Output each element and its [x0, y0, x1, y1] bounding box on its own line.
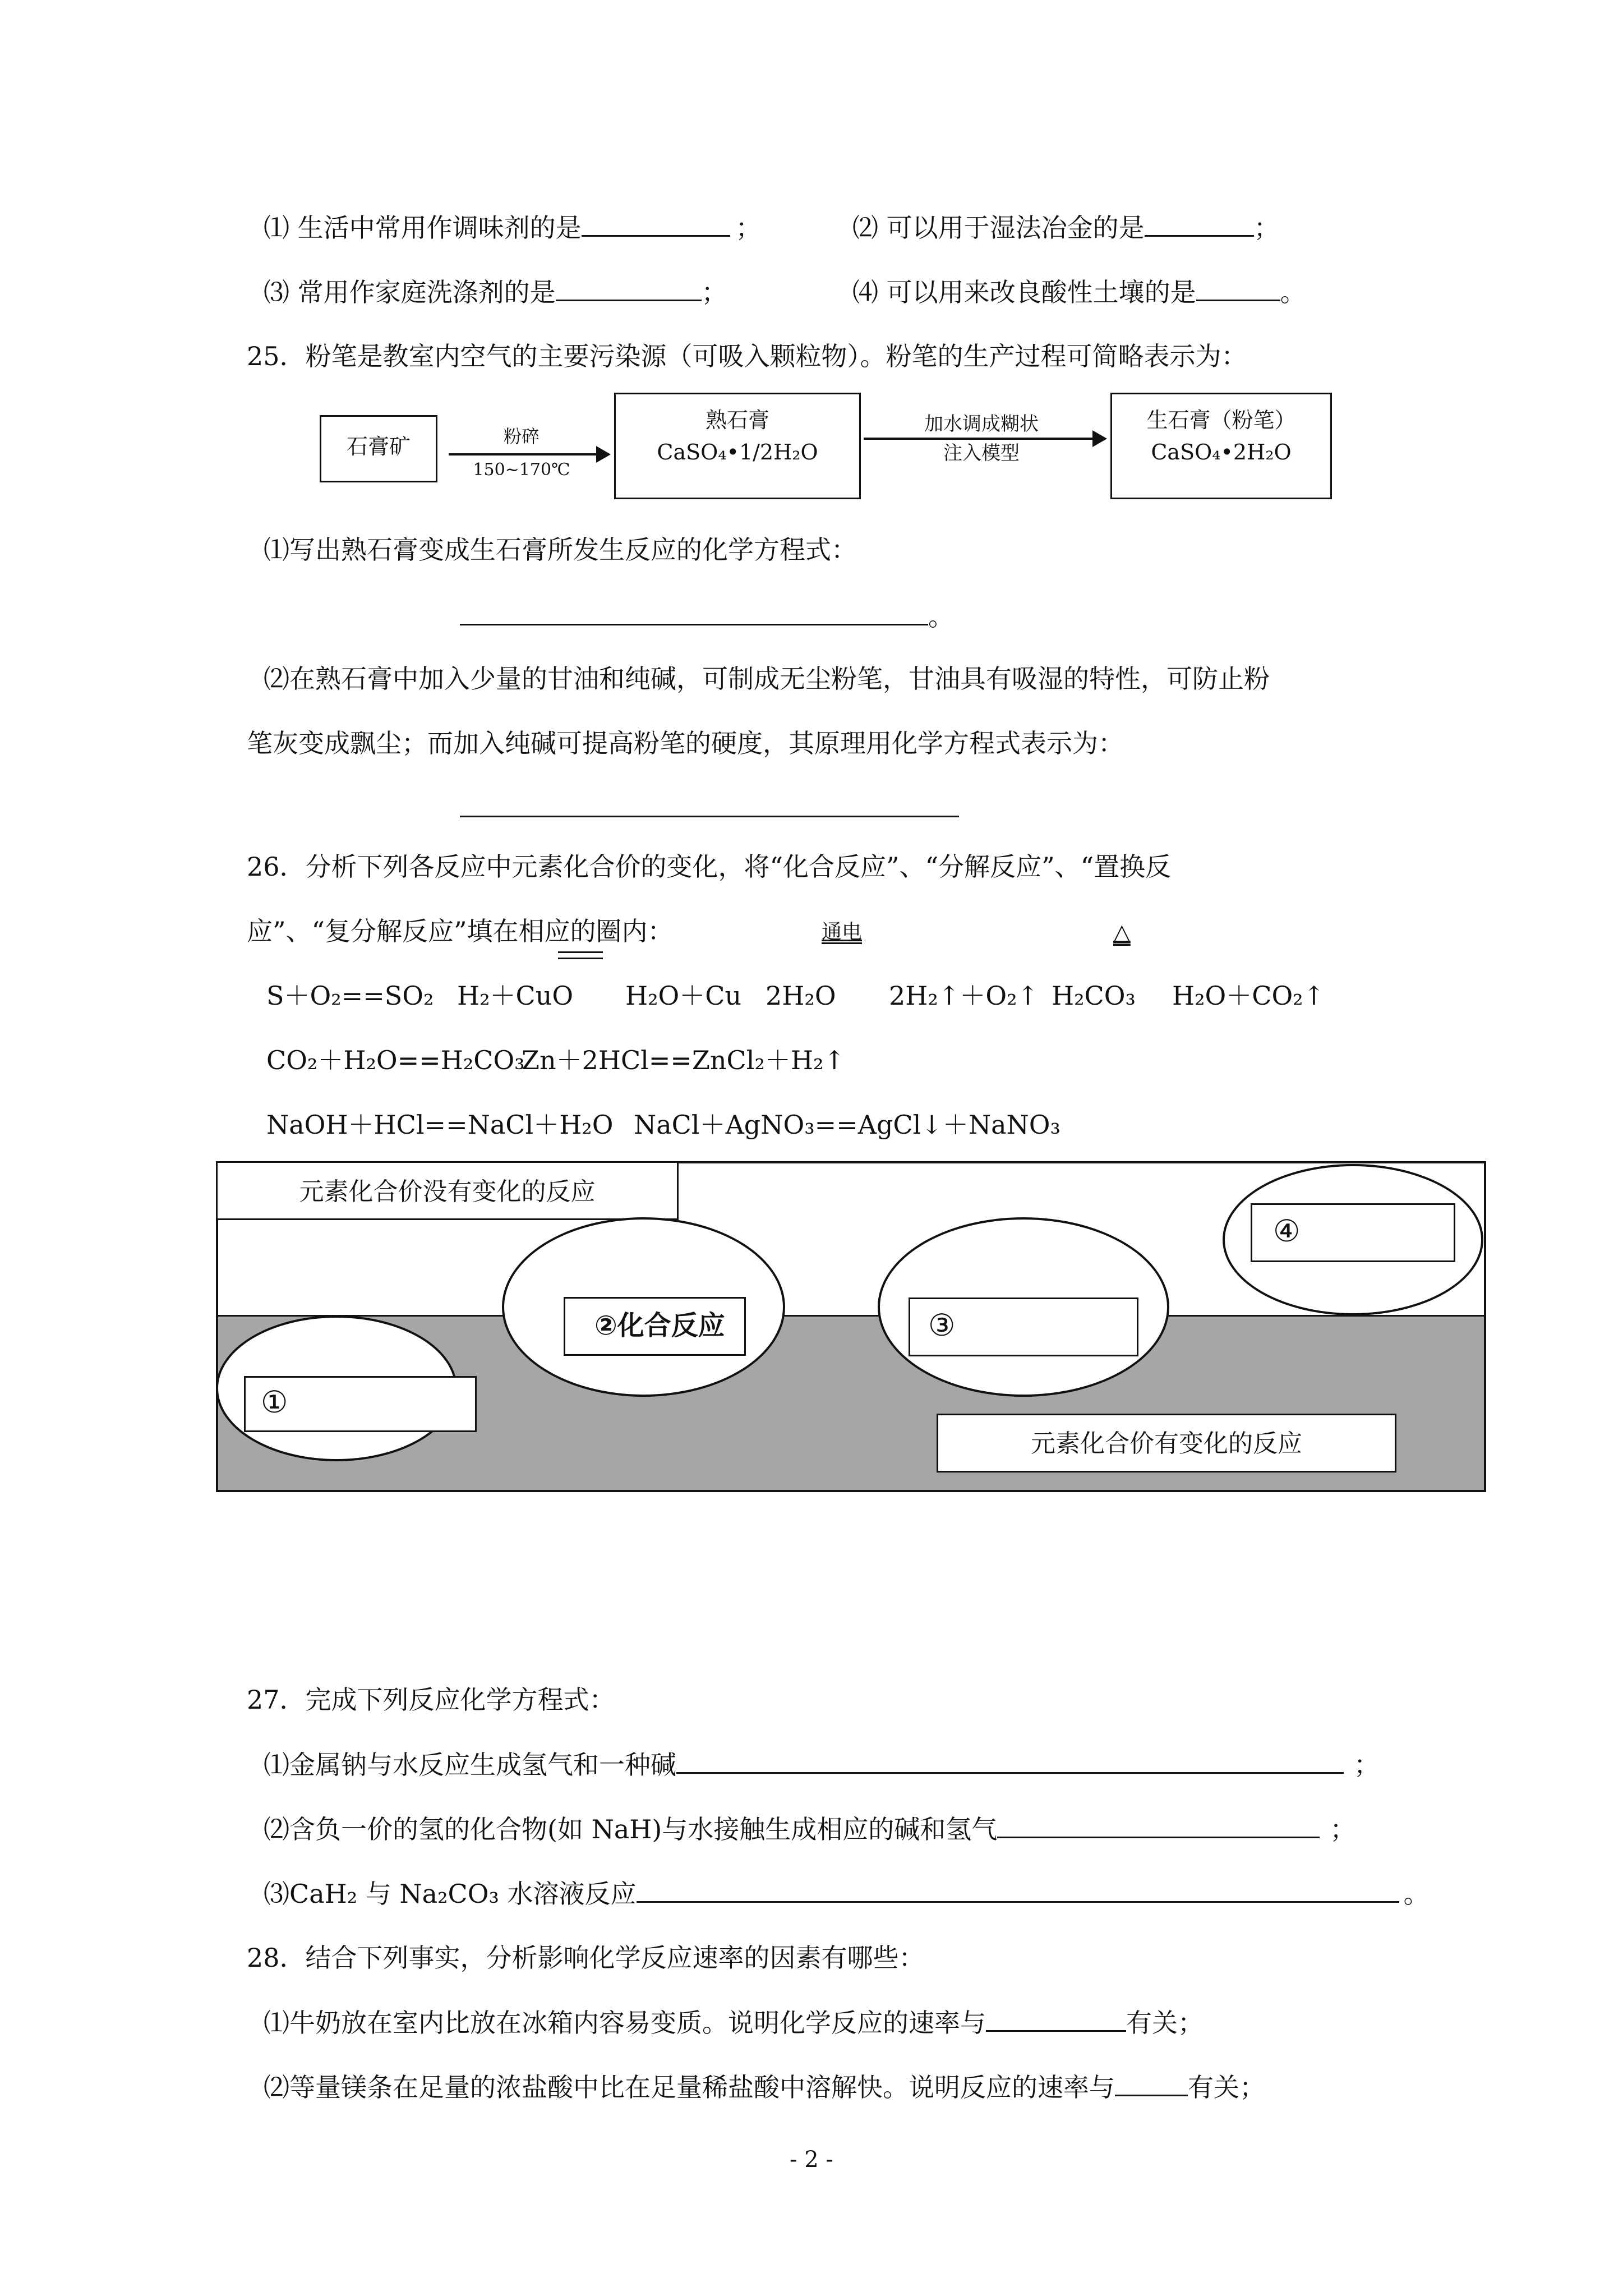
reaction-2-products: H₂O＋Cu	[625, 981, 742, 1011]
reaction-6: Zn＋2HCl==ZnCl₂＋H₂↑	[522, 1045, 845, 1075]
reaction-4-products: H₂O＋CO₂↑	[1172, 981, 1325, 1011]
q25-sub2-answer	[460, 791, 959, 825]
flow-box3-line2: CaSO₄•2H₂O	[1151, 440, 1292, 464]
flow-arrow2-bottom: 注入模型	[943, 442, 1020, 464]
q24-item4: ⑷ 可以用来改良酸性土壤的是 。	[852, 275, 1306, 309]
answer-blank[interactable]	[556, 275, 702, 301]
circle-label-3: ③	[928, 1308, 956, 1343]
cond-electrolysis: 通电	[822, 921, 863, 944]
cond-heat: △	[1113, 919, 1131, 945]
reaction-8: NaCl＋AgNO₃==AgCl↓＋NaNO₃	[634, 1110, 1061, 1140]
circle-label-1: ①	[261, 1384, 288, 1420]
q24-item2: ⑵ 可以用于湿法冶金的是 ；	[852, 210, 1280, 245]
reaction-3-products: 2H₂↑＋O₂↑	[889, 981, 1039, 1011]
circle-label-4: ④	[1273, 1213, 1301, 1249]
q28-stem: 28．结合下列事实，分析影响化学反应速率的因素有哪些：	[247, 1943, 925, 1973]
answer-blank[interactable]	[1145, 210, 1254, 237]
label-no-change: 元素化合价没有变化的反应	[299, 1177, 596, 1206]
answer-blank[interactable]	[460, 599, 928, 625]
q24-item3: ⑶ 常用作家庭洗涤剂的是 ；	[264, 275, 727, 309]
answer-blank[interactable]	[1196, 275, 1280, 301]
q25-stem: 25．粉笔是教室内空气的主要污染源（可吸入颗粒物）。粉笔的生产过程可简略表示为：	[247, 341, 1247, 371]
q27-sub1: ⑴金属钠与水反应生成氢气和一种碱 ；	[264, 1747, 1380, 1782]
q28-sub2: ⑵等量镁条在足量的浓盐酸中比在足量稀盐酸中溶解快。说明反应的速率与 有关；	[264, 2070, 1265, 2104]
page-number: - 2 -	[790, 2147, 833, 2173]
flow-arrow2-top: 加水调成糊状	[924, 413, 1039, 435]
answer-blank[interactable]	[460, 791, 959, 817]
answer-blank[interactable]	[582, 210, 730, 237]
answer-blank[interactable]	[1115, 2070, 1188, 2096]
q28-sub1: ⑴牛奶放在室内比放在冰箱内容易变质。说明化学反应的速率与 有关；	[264, 2005, 1204, 2040]
answer-blank[interactable]	[676, 1747, 1344, 1774]
q26-stem-line2: 应”、“复分解反应”填在相应的圈内：	[247, 916, 674, 946]
flow-box3-line1: 生石膏（粉笔）	[1146, 408, 1296, 432]
reaction-3: 2H₂O	[766, 981, 836, 1011]
label-change: 元素化合价有变化的反应	[1031, 1429, 1302, 1458]
q25-sub1-answer: 。	[460, 599, 954, 633]
flow-arrow1-top: 粉碎	[503, 426, 540, 447]
q27-stem: 27．完成下列反应化学方程式：	[247, 1685, 615, 1715]
answer-blank[interactable]	[637, 1876, 1399, 1903]
answer-blank[interactable]	[997, 1812, 1320, 1838]
q25-sub2-line2: 笔灰变成飘尘；而加入纯碱可提高粉笔的硬度，其原理用化学方程式表示为：	[247, 728, 1124, 758]
q26-stem-line1: 26．分析下列各反应中元素化合价的变化，将“化合反应”、“分解反应”、“置换反	[247, 852, 1172, 882]
double-line	[558, 951, 603, 959]
flow-box2-line1: 熟石膏	[705, 408, 769, 432]
flow-box2-line2: CaSO₄•1/2H₂O	[657, 440, 818, 464]
reaction-1: S＋O₂==SO₂	[266, 981, 434, 1011]
circle-label-2: ②化合反应	[594, 1310, 725, 1341]
flow-box1-label: 石膏矿	[346, 434, 411, 459]
q27-sub3: ⑶CaH₂ 与 Na₂CO₃ 水溶液反应 。	[264, 1876, 1430, 1911]
reaction-5: CO₂＋H₂O==H₂CO₃	[266, 1045, 525, 1075]
answer-blank[interactable]	[986, 2005, 1126, 2032]
q25-sub1: ⑴写出熟石膏变成生石膏所发生反应的化学方程式：	[264, 535, 857, 565]
reaction-4: H₂CO₃	[1052, 981, 1136, 1011]
q25-sub2-line1: ⑵在熟石膏中加入少量的甘油和纯碱，可制成无尘粉笔，甘油具有吸湿的特性，可防止粉	[264, 664, 1270, 694]
reaction-7: NaOH＋HCl==NaCl＋H₂O	[266, 1110, 614, 1140]
reaction-2: H₂＋CuO	[457, 981, 574, 1011]
flow-arrow1-bottom: 150~170℃	[473, 460, 570, 480]
q27-sub2: ⑵含负一价的氢的化合物(如 NaH)与水接触生成相应的碱和氢气 ；	[264, 1812, 1355, 1846]
q24-item1: ⑴ 生活中常用作调味剂的是 ；	[264, 210, 762, 245]
